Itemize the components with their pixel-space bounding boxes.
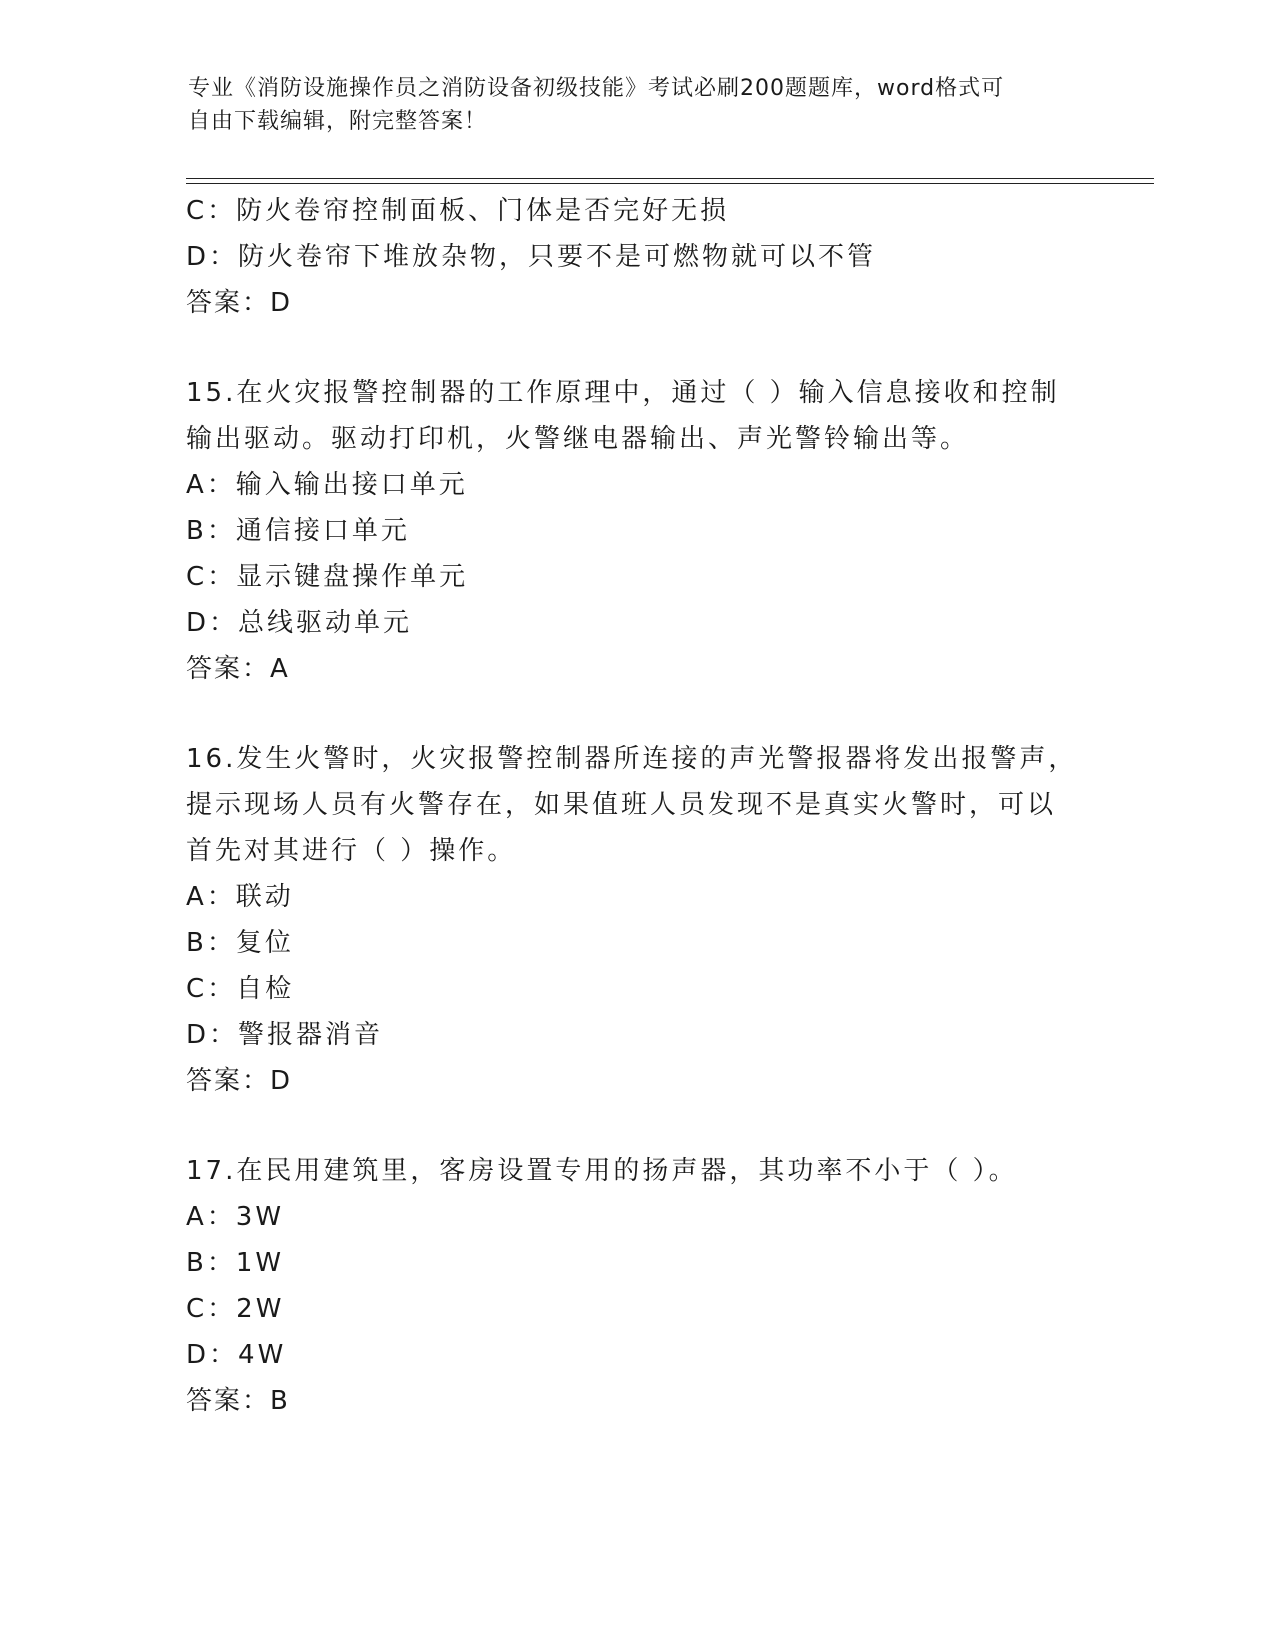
header-divider-bottom: [186, 183, 1154, 184]
header-line-2: 自由下载编辑，附完整答案！: [188, 109, 488, 134]
option-b: B：通信接口单元: [186, 516, 410, 546]
option-d: D：防火卷帘下堆放杂物，只要不是可燃物就可以不管: [186, 242, 877, 272]
option-c: C：自检: [186, 974, 295, 1004]
option-c: C：2W: [186, 1294, 285, 1324]
question-17: [186, 1148, 1086, 1424]
option-c: C：防火卷帘控制面板、门体是否完好无损: [186, 196, 730, 226]
question-14: [186, 188, 1086, 326]
option-d: D：总线驱动单元: [186, 608, 413, 638]
spacer: [186, 1104, 1086, 1148]
option-d: D：警报器消音: [186, 1020, 384, 1050]
question-text: 17.在民用建筑里，客房设置专用的扬声器，其功率不小于（ ）。: [186, 1156, 1018, 1186]
document-header: [188, 72, 1068, 138]
answer: 答案：D: [186, 288, 293, 318]
answer: 答案：D: [186, 1066, 293, 1096]
spacer: [186, 326, 1086, 370]
question-text: 15.在火灾报警控制器的工作原理中，通过（ ）输入信息接收和控制: [186, 378, 1060, 408]
option-b: B：复位: [186, 928, 294, 958]
option-b: B：1W: [186, 1248, 285, 1278]
question-list: [186, 188, 1086, 1424]
header-line-1: 专业《消防设施操作员之消防设备初级技能》考试必刷200题题库，word格式可: [188, 76, 1005, 101]
option-a: A：3W: [186, 1202, 285, 1232]
question-text: 输出驱动。驱动打印机，火警继电器输出、声光警铃输出等。: [186, 424, 970, 454]
question-15: [186, 370, 1086, 692]
option-a: A：联动: [186, 882, 294, 912]
question-text: 16.发生火警时，火灾报警控制器所连接的声光警报器将发出报警声，: [186, 744, 1078, 774]
option-a: A：输入输出接口单元: [186, 470, 468, 500]
question-text: 首先对其进行（ ）操作。: [186, 836, 517, 866]
option-d: D：4W: [186, 1340, 287, 1370]
answer: 答案：B: [186, 1386, 290, 1416]
question-text: 提示现场人员有火警存在，如果值班人员发现不是真实火警时，可以: [186, 790, 1057, 820]
answer: 答案：A: [186, 654, 290, 684]
header-divider-top: [186, 178, 1154, 179]
spacer: [186, 692, 1086, 736]
option-c: C：显示键盘操作单元: [186, 562, 469, 592]
question-16: [186, 736, 1086, 1104]
